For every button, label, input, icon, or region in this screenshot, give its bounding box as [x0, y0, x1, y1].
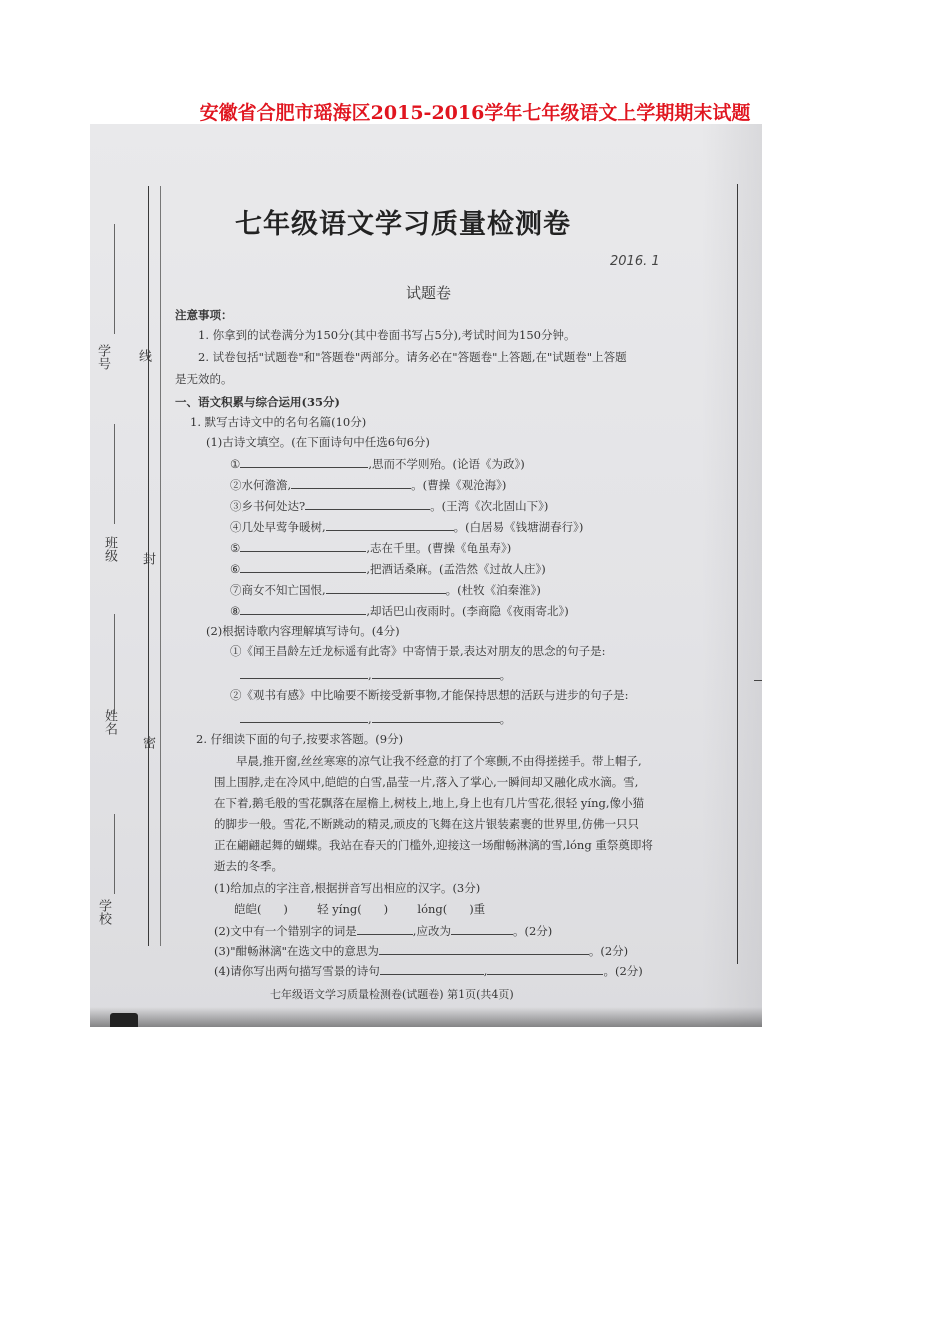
- poem-line-5: ⑤ ,志在千里。(曹操《龟虽寿》): [230, 541, 512, 555]
- scanned-exam-photo: [90, 124, 762, 1027]
- poem-line-2: ②水何澹澹, 。(曹操《观沧海》): [230, 478, 507, 492]
- poem-line-3: ③乡书何处达? 。(王湾《次北固山下》): [230, 499, 549, 513]
- question-2: 2. 仔细读下面的句子,按要求答题。(9分): [196, 732, 404, 746]
- question-2-1-items: 皑皑( ) 轻 yíng( ) lóng( )重: [234, 902, 486, 916]
- question-2-2: (2)文中有一个错别字的词是 ,应改为 。(2分): [214, 924, 553, 938]
- note-2b: 是无效的。: [175, 372, 233, 386]
- question-1-2: (2)根据诗歌内容理解填写诗句。(4分): [206, 624, 400, 638]
- photo-shade-right: [702, 124, 762, 1027]
- document-title: 安徽省合肥市瑶海区2015-2016学年七年级语文上学期期末试题: [199, 102, 751, 124]
- passage-line-2: 围上围脖,走在冷风中,皑皑的白雪,晶莹一片,落入了掌心,一瞬间却又融化成水滴。雪,: [214, 775, 639, 789]
- xingming-blank: [114, 614, 115, 714]
- photo-dark-spot: [110, 1013, 138, 1027]
- poem-line-6: ⑥ ,把酒话桑麻。(孟浩然《过故人庄》): [230, 562, 546, 576]
- question-1: 1. 默写古诗文中的名句名篇(10分): [190, 415, 367, 429]
- label-xuexiao: 学校: [96, 899, 111, 925]
- page-footer: 七年级语文学习质量检测卷(试题卷) 第1页(共4页): [270, 988, 514, 1001]
- section-1-heading: 一、语文积累与综合运用(35分): [175, 395, 340, 409]
- label-xuehao: 学号: [95, 344, 110, 370]
- poem-line-7: ⑦商女不知亡国恨, 。(杜牧《泊秦淮》): [230, 583, 541, 597]
- exam-date: 2016. 1: [610, 254, 660, 269]
- photo-shade-bottom: [90, 1007, 762, 1027]
- poem-line-8: ⑧ ,却话巴山夜雨时。(李商隐《夜雨寄北》): [230, 604, 569, 618]
- passage-line-6: 逝去的冬季。: [214, 859, 283, 873]
- note-1: 1. 你拿到的试卷满分为150分(其中卷面书写占5分),考试时间为150分钟。: [198, 328, 576, 342]
- label-xian: 线: [136, 349, 151, 362]
- banji-blank: [114, 424, 115, 524]
- poem-line-4: ④几处早莺争暖树, 。(白居易《钱塘湖春行》): [230, 520, 584, 534]
- exam-title: 七年级语文学习质量检测卷: [235, 209, 571, 240]
- passage-line-3: 在下着,鹅毛般的雪花飘落在屋檐上,树枝上,地上,身上也有几片雪花,很轻 yíng,像小猫: [214, 796, 645, 810]
- label-mi: 密: [140, 736, 155, 749]
- question-2-4: (4)请你写出两句描写雪景的诗句 , 。(2分): [214, 964, 643, 978]
- question-1-2a: ①《闻王昌龄左迁龙标遥有此寄》中寄情于景,表达对朋友的思念的句子是:: [230, 644, 606, 658]
- passage-line-1: 早晨,推开窗,丝丝寒寒的凉气让我不经意的打了个寒颤,不由得搓搓手。带上帽子,: [236, 754, 642, 768]
- binding-line-outer: [148, 186, 149, 946]
- note-2a: 2. 试卷包括"试题卷"和"答题卷"两部分。请务必在"答题卷"上答题,在"试题卷"上答题: [198, 350, 627, 364]
- question-1-1: (1)古诗文填空。(在下面诗句中任选6句6分): [206, 435, 430, 449]
- binding-line-inner: [160, 186, 161, 946]
- xuehao-blank: [114, 224, 115, 334]
- question-2-1: (1)给加点的字注音,根据拼音写出相应的汉字。(3分): [214, 881, 481, 895]
- label-feng: 封: [140, 552, 155, 565]
- paper-type: 试题卷: [406, 284, 452, 302]
- xuexiao-blank: [114, 814, 115, 894]
- question-2-3: (3)"酣畅淋漓"在选文中的意思为 。(2分): [214, 944, 629, 958]
- passage-line-4: 的脚步一般。雪花,不断跳动的精灵,顽皮的飞舞在这片银装素裹的世界里,仿佛一只只: [214, 817, 639, 831]
- answer-line-1-2a: , 。: [240, 668, 511, 682]
- passage-line-5: 正在翩翩起舞的蝴蝶。我站在春天的门槛外,迎接这一场酣畅淋漓的雪,lóng 重祭奠即将: [214, 838, 653, 852]
- margin-tick: [754, 680, 762, 681]
- notes-heading: 注意事项：: [175, 308, 233, 322]
- label-xingming: 姓名: [102, 709, 117, 735]
- right-border-line: [737, 184, 738, 964]
- question-1-2b: ②《观书有感》中比喻要不断接受新事物,才能保持思想的活跃与进步的句子是:: [230, 688, 629, 702]
- answer-line-1-2b: , 。: [240, 712, 511, 726]
- label-banji: 班级: [102, 536, 117, 562]
- poem-line-1: ① ,思而不学则殆。(论语《为政》): [230, 457, 525, 471]
